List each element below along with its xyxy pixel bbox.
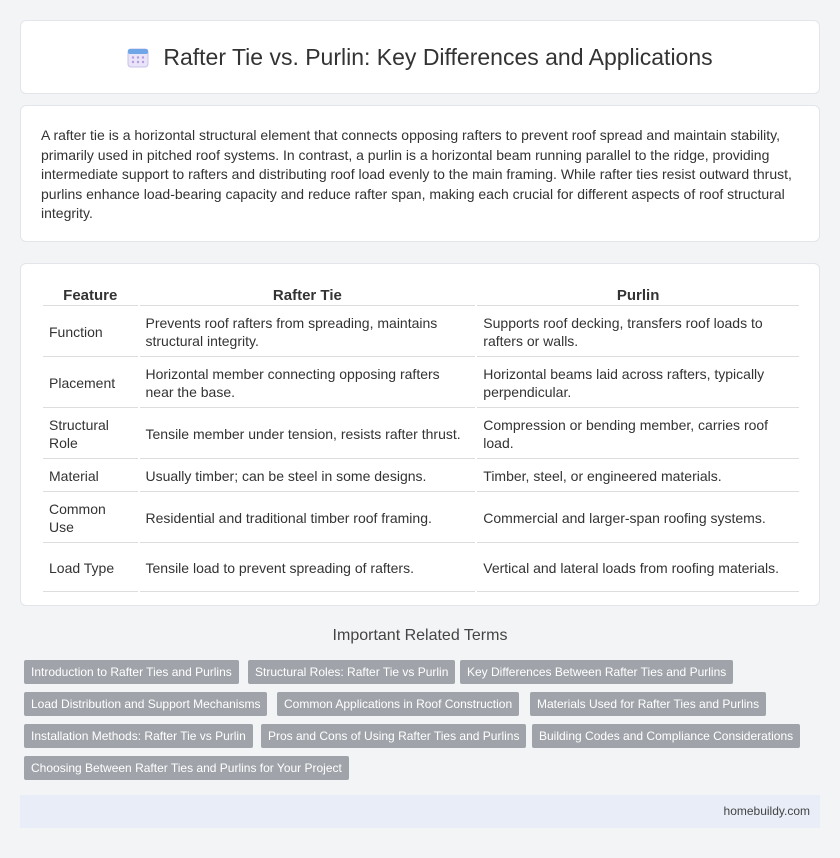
table-row (43, 545, 799, 592)
comparison-table (41, 284, 801, 594)
footer-site-name[interactable]: homebuildy.com (723, 804, 810, 818)
table-row (43, 494, 799, 543)
comparison-card (20, 263, 820, 606)
intro-card (20, 105, 820, 242)
related-term-tag[interactable]: Load Distribution and Support Mechanisms (24, 692, 267, 716)
related-term-tag[interactable]: Introduction to Rafter Ties and Purlins (24, 660, 239, 684)
related-term-tag[interactable]: Common Applications in Roof Construction (277, 692, 519, 716)
cell-rafter-tie: Horizontal member connecting opposing rafters near the base. (140, 359, 476, 408)
cell-feature: Placement (43, 359, 138, 408)
related-term-tag[interactable]: Installation Methods: Rafter Tie vs Purlin (24, 724, 253, 748)
cell-rafter-tie: Tensile load to prevent spreading of rafters. (140, 545, 476, 592)
cell-purlin: Vertical and lateral loads from roofing materials. (477, 545, 799, 592)
cell-feature: Function (43, 308, 138, 357)
related-term-tag[interactable]: Materials Used for Rafter Ties and Purlins (530, 692, 766, 716)
related-term-tag[interactable]: Structural Roles: Rafter Tie vs Purlin (248, 660, 455, 684)
cell-feature: Structural Role (43, 410, 138, 459)
cell-rafter-tie: Tensile member under tension, resists rafter thrust. (140, 410, 476, 459)
table-row (43, 308, 799, 357)
footer (20, 795, 820, 828)
title-card (20, 20, 820, 94)
cell-rafter-tie: Prevents roof rafters from spreading, maintains structural integrity. (140, 308, 476, 357)
table-header-row (43, 286, 799, 306)
cell-purlin: Horizontal beams laid across rafters, typically perpendicular. (477, 359, 799, 408)
cell-feature: Load Type (43, 545, 138, 592)
intro-paragraph: A rafter tie is a horizontal structural element that connects opposing rafters to prevent roof spread and maintain stability, primarily used in pitched roof systems. In contrast, a purlin is a horizontal beam running parallel to the ridge, providing intermediate support to rafters and distributing roof load evenly to the main framing. While rafter ties resist outward thrust, purlins enhance load-bearing capacity and reduce rafter span, making each crucial for different aspects of roof structural integrity. (41, 127, 792, 221)
related-terms-title: Important Related Terms (332, 627, 508, 644)
cell-purlin: Timber, steel, or engineered materials. (477, 461, 799, 492)
cell-feature: Material (43, 461, 138, 492)
header-feature: Feature (43, 286, 138, 306)
cell-purlin: Commercial and larger-span roofing systems. (477, 494, 799, 543)
cell-purlin: Supports roof decking, transfers roof loads to rafters or walls. (477, 308, 799, 357)
related-term-tag[interactable]: Choosing Between Rafter Ties and Purlins for Your Project (24, 756, 349, 780)
table-row (43, 359, 799, 408)
calendar-icon (127, 46, 149, 68)
cell-purlin: Compression or bending member, carries roof load. (477, 410, 799, 459)
table-row (43, 410, 799, 459)
table-row (43, 461, 799, 492)
related-term-tag[interactable]: Key Differences Between Rafter Ties and Purlins (460, 660, 733, 684)
page-title: Rafter Tie vs. Purlin: Key Differences and Applications (163, 43, 713, 70)
related-term-tag[interactable]: Building Codes and Compliance Considerations (532, 724, 800, 748)
cell-feature: Common Use (43, 494, 138, 543)
cell-rafter-tie: Usually timber; can be steel in some designs. (140, 461, 476, 492)
related-term-tag[interactable]: Pros and Cons of Using Rafter Ties and Purlins (261, 724, 526, 748)
header-rafter-tie: Rafter Tie (140, 286, 476, 306)
cell-rafter-tie: Residential and traditional timber roof framing. (140, 494, 476, 543)
header-purlin: Purlin (477, 286, 799, 306)
